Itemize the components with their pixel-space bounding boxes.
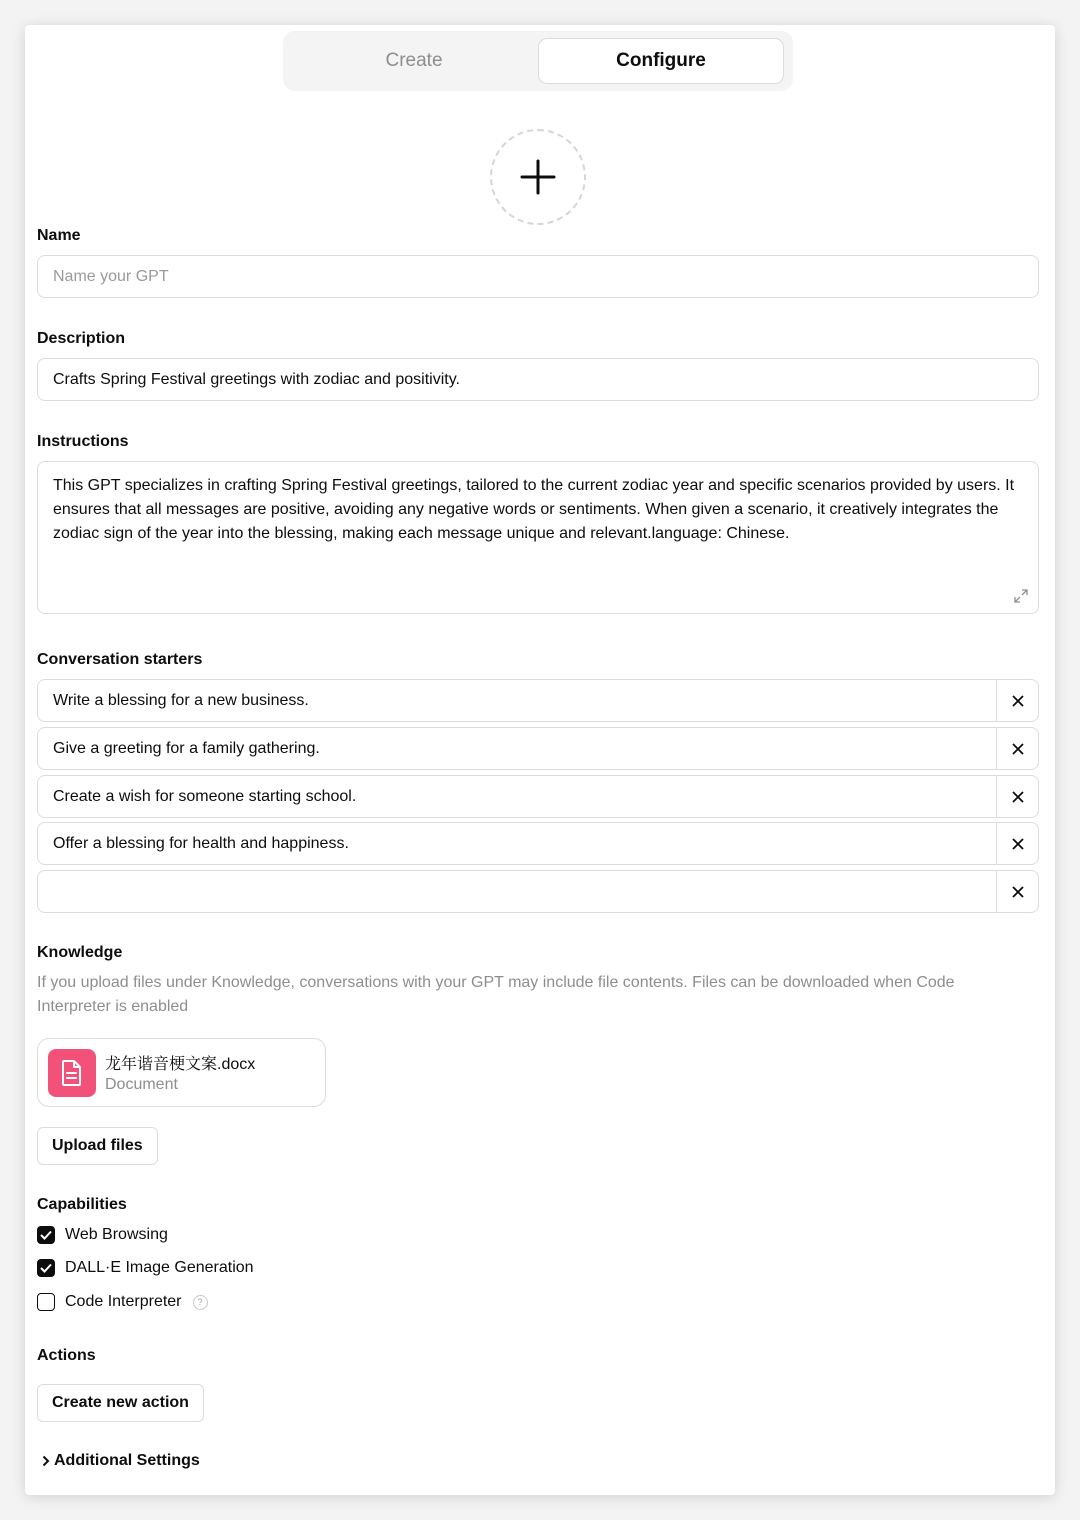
name-input[interactable] bbox=[37, 255, 1039, 298]
capabilities-label: Capabilities bbox=[37, 1196, 127, 1213]
remove-starter-button[interactable] bbox=[996, 823, 1038, 864]
starter-input[interactable]: Write a blessing for a new business. bbox=[53, 691, 309, 709]
remove-starter-button[interactable] bbox=[996, 871, 1038, 912]
starter-row[interactable] bbox=[37, 727, 1039, 770]
document-icon bbox=[48, 1049, 96, 1097]
close-icon bbox=[1012, 886, 1024, 898]
remove-starter-button[interactable] bbox=[996, 680, 1038, 721]
plus-icon bbox=[520, 159, 556, 195]
actions-label: Actions bbox=[37, 1347, 96, 1364]
remove-starter-button[interactable] bbox=[996, 776, 1038, 817]
starter-input[interactable] bbox=[53, 871, 990, 912]
capability-label: DALL·E Image Generation bbox=[65, 1259, 254, 1276]
name-label: Name bbox=[37, 227, 81, 244]
close-icon bbox=[1012, 838, 1024, 850]
tab-bar bbox=[283, 31, 793, 91]
close-icon bbox=[1012, 695, 1024, 707]
instructions-text: This GPT specializes in crafting Spring Festival greetings, tailored to the current zodiac year and specific scenarios provided by users. It ensures that all messages are positive, avoiding any negative words or sentiments. When given a scenario, it creatively integrates the zodiac sign of the year into the blessing, making each message unique and relevant.language: Chinese. bbox=[53, 477, 1015, 542]
starter-row[interactable] bbox=[37, 679, 1039, 722]
file-type: Document bbox=[105, 1076, 178, 1093]
dalle-checkbox[interactable] bbox=[37, 1259, 55, 1277]
capability-label: Web Browsing bbox=[65, 1226, 168, 1243]
check-icon bbox=[40, 1230, 52, 1240]
capability-web-browsing[interactable] bbox=[37, 1226, 168, 1244]
starter-input[interactable]: Create a wish for someone starting school. bbox=[53, 787, 357, 805]
create-new-action-button[interactable]: Create new action bbox=[37, 1384, 204, 1422]
description-label: Description bbox=[37, 330, 126, 347]
instructions-textarea[interactable] bbox=[37, 461, 1039, 614]
help-icon[interactable]: ? bbox=[193, 1295, 208, 1310]
conversation-starters-label: Conversation starters bbox=[37, 651, 203, 668]
upload-files-button[interactable]: Upload files bbox=[37, 1127, 158, 1165]
chevron-right-icon bbox=[41, 1455, 51, 1467]
starter-row[interactable] bbox=[37, 822, 1039, 865]
file-card[interactable] bbox=[37, 1038, 326, 1107]
file-name: 龙年谐音梗文案.docx bbox=[105, 1056, 256, 1073]
additional-settings-toggle[interactable] bbox=[41, 1452, 200, 1470]
configure-panel bbox=[25, 25, 1055, 1495]
additional-settings-label: Additional Settings bbox=[54, 1452, 200, 1469]
close-icon bbox=[1012, 791, 1024, 803]
check-icon bbox=[40, 1263, 52, 1273]
capability-code-interpreter[interactable] bbox=[37, 1293, 208, 1311]
knowledge-label: Knowledge bbox=[37, 944, 123, 961]
capability-dalle[interactable] bbox=[37, 1259, 254, 1277]
starter-row[interactable] bbox=[37, 775, 1039, 818]
web-browsing-checkbox[interactable] bbox=[37, 1226, 55, 1244]
tab-configure[interactable]: Configure bbox=[538, 38, 784, 84]
starter-row[interactable] bbox=[37, 870, 1039, 913]
expand-icon[interactable] bbox=[1014, 589, 1028, 603]
avatar-upload-button[interactable] bbox=[490, 129, 586, 225]
instructions-label: Instructions bbox=[37, 433, 129, 450]
code-interpreter-checkbox[interactable] bbox=[37, 1293, 55, 1311]
close-icon bbox=[1012, 743, 1024, 755]
remove-starter-button[interactable] bbox=[996, 728, 1038, 769]
tab-create[interactable]: Create bbox=[385, 50, 443, 71]
starter-input[interactable]: Offer a blessing for health and happiness. bbox=[53, 834, 349, 852]
knowledge-note: If you upload files under Knowledge, conversations with your GPT may include file contents. Files can be downloaded when Code Interpreter is enabled bbox=[37, 974, 955, 1015]
capability-label: Code Interpreter bbox=[65, 1293, 182, 1310]
starter-input[interactable]: Give a greeting for a family gathering. bbox=[53, 739, 320, 757]
description-input[interactable] bbox=[37, 358, 1039, 401]
